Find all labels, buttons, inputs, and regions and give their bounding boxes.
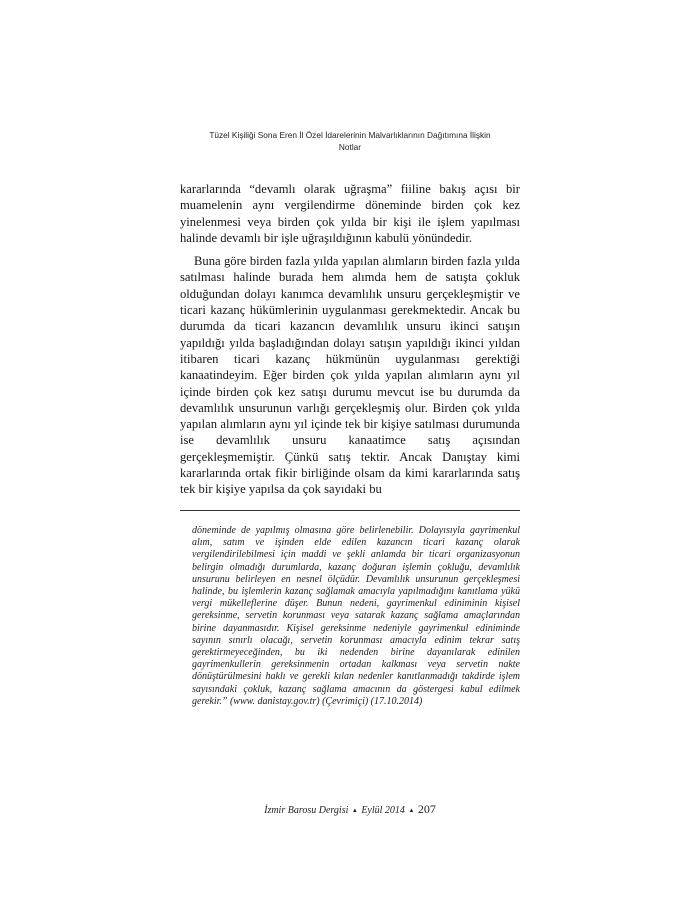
running-header-line-2: Notlar <box>338 142 362 152</box>
running-header <box>150 129 550 153</box>
footnote-divider <box>180 510 520 511</box>
footer-separator-1: ▲ <box>351 808 358 814</box>
page-number: 207 <box>417 802 436 816</box>
footer-separator-2: ▲ <box>408 808 415 814</box>
paragraph-2: Buna göre birden fazla yılda yapılan alımların birden fazla yılda satılması halinde burada hem alımda hem de satışta çokluk olduğundan dolayı kanımca devamlılık unsuru gerçekleşmiştir ve ticari kazanç hükümlerinin uygulanması gerekmektedir. Ancak bu durumda da ticari kazancın devamlılık unsuru ikinci satışın yapıldığı yılda başladığından dolayı satışın yapıldığı ikinci yıldan itibaren ticari kazanç hükmünün uygulanması gerektiği kanaatindeyim. Eğer birden çok yılda yapılan alımların aynı yıl içinde birden çok kez satışı durumu mevcut ise bu durumda da devamlılık unsurunun varlığı gerçekleşmiş olur. Birden çok yılda yapılan alımların aynı yıl içinde tek bir kişiye satılması durumunda ise devamlılık unsuru kanaatimce satış açısından gerçekleşmemiştir. Çünkü satış tektir. Ancak Danıştay kimi kararlarında ortak fikir birliğinde olsam da kimi kararlarında satış tek bir kişiye yapılsa da çok sayıdaki bu <box>180 254 520 497</box>
journal-name: İzmir Barosu Dergisi <box>264 805 349 816</box>
page-footer <box>150 803 550 817</box>
footnote-text: döneminde de yapılmış olmasına göre belirlenebilir. Dolayısıyla gayrimenkul alım, satım ve işinden elde edilen kazancın ticari kazanç olarak vergilendirilebilmesi için maddi ve şekli anlamda bir ticari organizasyonun belirgin olmadığı durumlarda, kazanç doğuran işlemin çokluğu, devamlılık unsurunu belirleyen en nesnel ölçüdür. Devamlılık unsurunun gerçekleşmesi halinde, bu işlemlerin kazanç sağlamak amacıyla yapılmadığını kanıtlama yükü vergi mükelleflerine düşer. Bunun nedeni, gayrimenkul ediniminin kişisel gereksinme, servetin korunması veya satarak kazanç sağlama amaçlarından birine dayanmasıdır. Kişisel gereksinme nedeniyle gayrimenkul ediniminde sayının sınırlı olacağı, servetin korunması amacıyla edinim tekrar satış gerektirmeyeceğinden, bu iki nedenden birine dayanılarak edinilen gayrimenkullerin gereksinmenin ortadan kalkması veya servetin nakte dönüştürülmesini haklı ve gerekli kılan nedenler kanıtlanmadığı takdirde işlem sayısındaki çokluk, kazanç sağlama amacının da göstergesi kabul edilmek gerekir.” (www. danistay.gov.tr) (Çevrimiçi) (17.10.2014) <box>192 525 520 707</box>
issue-date: Eylül 2014 <box>361 805 405 816</box>
body-text <box>180 181 520 498</box>
paragraph-1: kararlarında “devamlı olarak uğraşma” fiiline bakış açısı bir muamelenin aynı vergilendirme döneminde birden çok kez yinelenmesi veya birden çok yılda bir kişi ile işlem yapılması halinde devamlı bir işle uğraşıldığının kabulü yönündedir. <box>180 182 520 245</box>
running-header-line-1: Tüzel Kişiliği Sona Eren İl Özel İdarelerinin Malvarlıklarının Dağıtımına İlişkin <box>209 130 491 140</box>
